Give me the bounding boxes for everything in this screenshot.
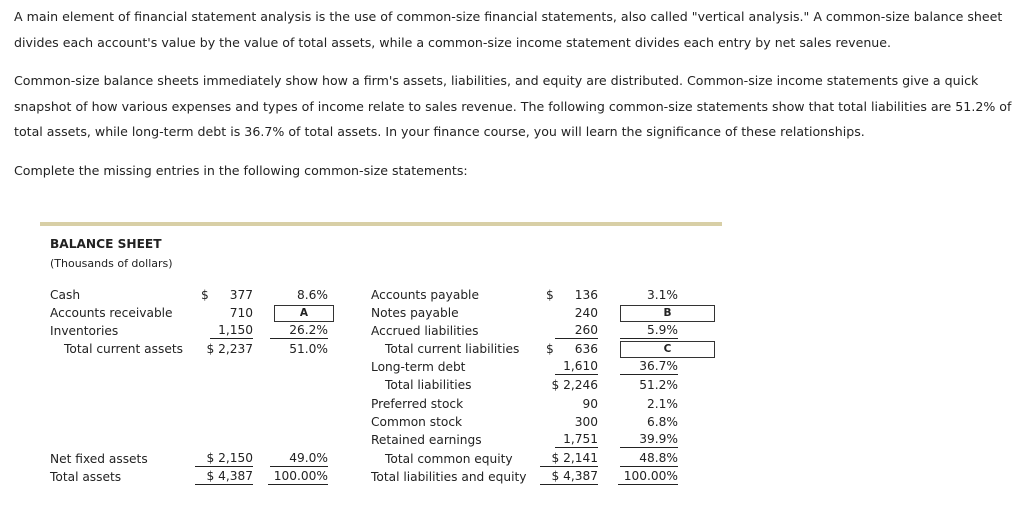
total-assets-label: Total assets <box>50 470 122 484</box>
cash-pct: 8.6% <box>297 288 328 302</box>
long-term-debt-pct: 36.7% <box>620 358 678 375</box>
cash-value: 377 <box>229 288 253 302</box>
accrued-liabilities-value: 260 <box>555 322 598 339</box>
total-common-equity-label: Total common equity <box>385 452 513 466</box>
preferred-stock-pct: 2.1% <box>647 397 678 411</box>
cash-dollar: $ <box>201 288 209 302</box>
total-current-assets-value: $ 2,237 <box>206 342 253 356</box>
total-current-assets-label: Total current assets <box>64 342 183 356</box>
intro-paragraph-3: Complete the missing entries in the following common-size statements: <box>14 163 468 178</box>
total-assets-pct: 100.00% <box>268 468 328 485</box>
balance-sheet-title: BALANCE SHEET <box>50 237 162 251</box>
net-fixed-assets-label: Net fixed assets <box>50 452 148 466</box>
inventories-value: 1,150 <box>210 322 253 339</box>
long-term-debt-value: 1,610 <box>555 358 598 375</box>
intro-paragraph-2: Common-size balance sheets immediately show how a firm's assets, liabilities, and equity are distributed. Common-size income statements give a quick snapshot of how various expenses and types of income relate to sales revenue. The following common-size statements show that total liabilities are 51.2% of total assets, while long-term debt is 36.7% of total assets. In your finance course, you will learn the significance of these relationships. <box>14 73 1012 139</box>
total-current-assets-pct: 51.0% <box>289 342 328 356</box>
inventories-pct: 26.2% <box>270 322 328 339</box>
divider <box>40 222 722 226</box>
retained-earnings-value: 1,751 <box>555 431 598 448</box>
retained-earnings-pct: 39.9% <box>620 431 678 448</box>
total-current-liabilities-value: 636 <box>574 342 598 356</box>
net-fixed-assets-value: $ 2,150 <box>195 450 253 467</box>
total-liabilities-pct: 51.2% <box>639 378 678 392</box>
total-liabilities-equity-label: Total liabilities and equity <box>371 470 527 484</box>
common-stock-pct: 6.8% <box>647 415 678 429</box>
total-liabilities-equity-pct: 100.00% <box>618 468 678 485</box>
receivables-label: Accounts receivable <box>50 306 173 320</box>
total-current-liabilities-dollar: $ <box>546 342 554 356</box>
retained-earnings-label: Retained earnings <box>371 433 482 447</box>
total-current-liabilities-pct-input-c[interactable]: C <box>620 341 715 358</box>
preferred-stock-label: Preferred stock <box>371 397 464 411</box>
notes-payable-pct-input-b[interactable]: B <box>620 305 715 322</box>
accounts-payable-dollar: $ <box>546 288 554 302</box>
notes-payable-label: Notes payable <box>371 306 459 320</box>
total-assets-value: $ 4,387 <box>195 468 253 485</box>
total-liabilities-value: $ 2,246 <box>551 378 598 392</box>
total-common-equity-value: $ 2,141 <box>540 450 598 467</box>
inventories-label: Inventories <box>50 324 119 338</box>
total-common-equity-pct: 48.8% <box>620 450 678 467</box>
receivables-pct-input-a[interactable]: A <box>274 305 334 322</box>
notes-payable-value: 240 <box>574 306 598 320</box>
common-stock-value: 300 <box>574 415 598 429</box>
cash-label: Cash <box>50 288 81 302</box>
total-liabilities-label: Total liabilities <box>385 378 472 392</box>
accounts-payable-pct: 3.1% <box>647 288 678 302</box>
net-fixed-assets-pct: 49.0% <box>270 450 328 467</box>
common-stock-label: Common stock <box>371 415 463 429</box>
accounts-payable-value: 136 <box>574 288 598 302</box>
accounts-payable-label: Accounts payable <box>371 288 479 302</box>
total-liabilities-equity-value: $ 4,387 <box>540 468 598 485</box>
balance-sheet-subtitle: (Thousands of dollars) <box>50 257 173 270</box>
intro-paragraph-1: A main element of financial statement analysis is the use of common-size financial statements, also called "vertical analysis." A common-size balance sheet divides each account's value by the value of total assets, while a common-size income statement divides each entry by net sales revenue. <box>14 9 1003 50</box>
total-current-liabilities-label: Total current liabilities <box>385 342 520 356</box>
long-term-debt-label: Long-term debt <box>371 360 466 374</box>
accrued-liabilities-label: Accrued liabilities <box>371 324 479 338</box>
accrued-liabilities-pct: 5.9% <box>620 322 678 339</box>
preferred-stock-value: 90 <box>582 397 598 411</box>
receivables-value: 710 <box>229 306 253 320</box>
